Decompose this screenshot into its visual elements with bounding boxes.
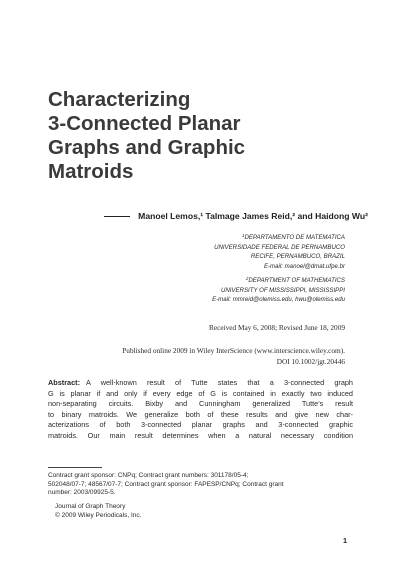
title-line: 3-Connected Planar — [48, 112, 241, 135]
affiliation-marker: 1 — [241, 233, 245, 238]
affiliation-email: E-mail: mmreid@olemiss.edu, hwu@olemiss.edu — [212, 296, 345, 303]
affiliation-1 — [214, 231, 345, 271]
received-date: Received May 6, 2008; Revised June 18, 2009 — [209, 323, 345, 332]
author-list: Manoel Lemos,¹ Talmage James Reid,² and Haidong Wu² — [138, 211, 368, 221]
abstract-line: to binary matroids. We generalize both of these results and give new char- — [48, 409, 353, 419]
abstract-line: Abstract: A well-known result of Tutte states that a 3-connected graph — [48, 378, 353, 387]
affiliation-line: UNIVERSITY OF MISSISSIPPI, MISSISSIPPI — [220, 286, 345, 294]
paper-title — [48, 88, 348, 184]
doi: DOI 10.1002/jgt.20446 — [276, 356, 345, 366]
footnote-rule — [48, 467, 102, 468]
abstract-line: acterizations of both 3-connected planar graphs and 3-connected graphic — [48, 420, 353, 430]
footnote-line: number: 2003/09925-5. — [48, 489, 116, 497]
abstract — [48, 378, 353, 442]
publication-info — [122, 346, 345, 367]
abstract-line: G is planar if and only if every edge of G is contained in exactly two induced — [48, 388, 353, 398]
title-line: Matroids — [48, 160, 134, 183]
footnote — [48, 472, 353, 498]
affiliation-email: E-mail: manoel@dmat.ufpe.br — [263, 262, 345, 270]
footnote-line: 502048/07-7; 48567/07-7; Contract grant sponsor: FAPESP/CNPq; Contract grant — [48, 480, 284, 488]
affiliation-line: RECIFE, PERNAMBUCO, BRAZIL — [250, 253, 345, 260]
author-rule — [104, 216, 130, 217]
affiliation-line: $^1$DEPARTAMENTO DE MATEMATICA — [241, 233, 345, 241]
page-number: 1 — [343, 536, 348, 545]
footnote-line: Contract grant sponsor: CNPq; Contract grant numbers: 301178/05-4; — [48, 472, 249, 479]
copyright: © 2009 Wiley Periodicals, Inc. — [55, 511, 142, 519]
title-line: Characterizing — [48, 88, 191, 111]
abstract-line: matroids. Our main result determines when a natural necessary condition — [48, 430, 353, 440]
abstract-line: non-separating circuits. Bixby and Cunningham generalized Tutte's result — [48, 399, 353, 409]
affiliation-marker: 2 — [245, 276, 249, 281]
abstract-label: Abstract: — [48, 378, 81, 387]
journal-name: Journal of Graph Theory — [55, 503, 126, 510]
journal-info — [55, 503, 141, 520]
affiliation-line: $^2$DEPARTMENT OF MATHEMATICS — [245, 276, 345, 284]
affiliation-line: UNIVERSIDADE FEDERAL DE PERNAMBUCO — [214, 243, 345, 251]
affiliation-2 — [212, 274, 345, 305]
published-online: Published online 2009 in Wiley InterScience (www.interscience.wiley.com). — [122, 346, 345, 355]
title-line: Graphs and Graphic — [48, 136, 246, 159]
authors-row — [48, 209, 368, 223]
